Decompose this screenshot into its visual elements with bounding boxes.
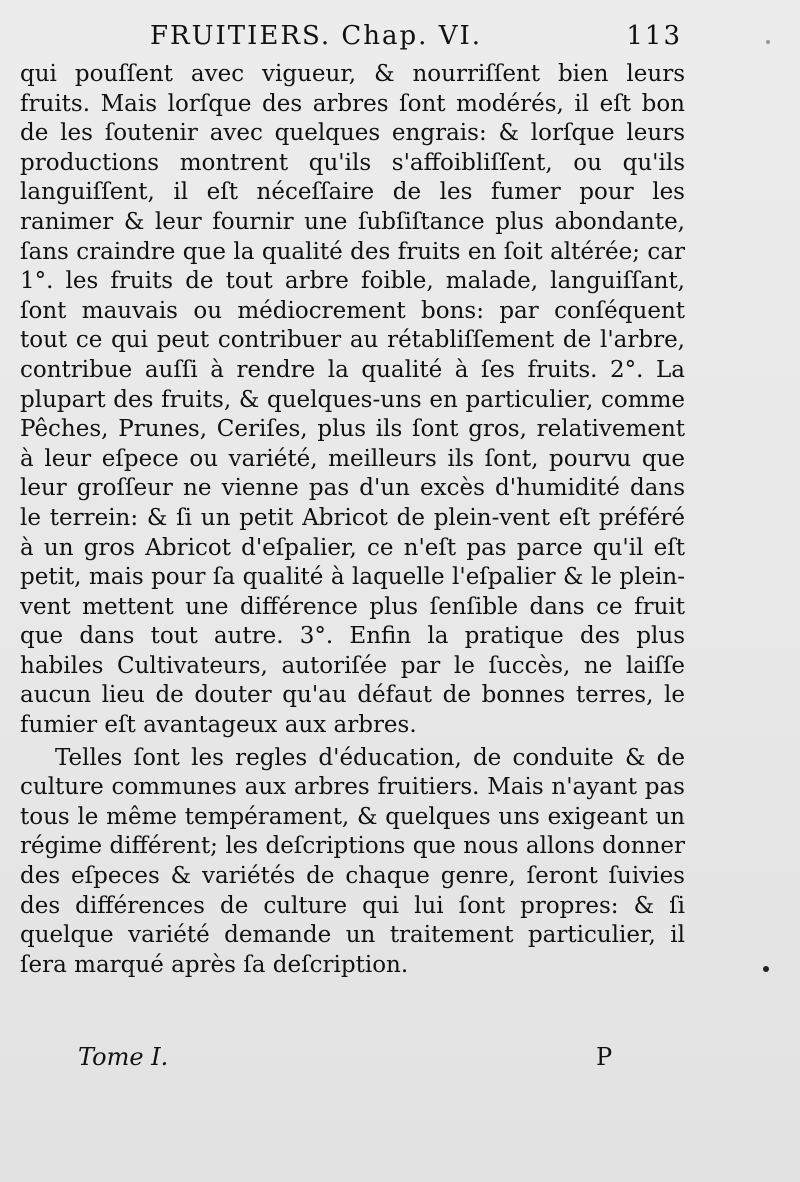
page-number: 113 [626,21,682,51]
paragraph-2: Telles ſont les regles d'éducation, de conduite & de culture communes aux arbres fruitiers. Mais n'ayant pas tous le même tempérament, & quelques uns exigeant un régime différent; les deſcriptions que nous allons donner des eſpeces & variétés de chaque genre, ſeront ſuivies des différences de culture qui lui ſont propres: & ſi quelque variété demande un traitement particulier, il ſera marqué après ſa deſcription. [20,744,685,978]
ink-speck [766,40,770,44]
running-title: FRUITIERS. Chap. VI. [150,21,483,51]
page-body [20,60,685,980]
page-footer [78,1040,618,1074]
tome-label: Tome I. [78,1043,169,1071]
page-header [150,18,690,54]
ink-speck [763,966,769,972]
paragraph-1: qui pouſſent avec vigueur, & nourriſſent bien leurs fruits. Mais lorſque des arbres ſont modérés, il eſt bon de les ſoutenir avec quelques engrais: & lorſque leurs productions montrent qu'ils s'affoibliſſent, ou qu'ils languiſſent, il eſt néceſſaire de les fumer pour les ranimer & leur fournir une ſubſiſtance plus abondante, ſans craindre que la qualité des fruits en ſoit altérée; car 1°. les fruits de tout arbre foible, malade, languiſſant, ſont mauvais ou médiocrement bons: par conſéquent tout ce qui peut contribuer au rétabliſſement de l'arbre, contribue auſſi à rendre la qualité à ſes fruits. 2°. La plupart des fruits, & quelques-uns en particulier, comme Pêches, Prunes, Ceriſes, plus ils ſont gros, relativement à leur eſpece ou variété, meilleurs ils ſont, pourvu que leur groſſeur ne vienne pas d'un excès d'humidité dans le terrein: & ſi un petit Abricot de plein-vent eſt préféré à un gros Abricot d'eſpalier, ce n'eſt pas parce qu'il eſt petit, mais pour ſa qualité à laquelle l'eſpalier & le plein-vent mettent une différence plus ſenſible dans ce fruit que dans tout autre. 3°. Enfin la pratique des plus habiles Cultivateurs, autoriſée par le ſuccès, ne laiſſe aucun lieu de douter qu'au défaut de bonnes terres, le fumier eſt avantageux aux arbres. [20,61,685,739]
signature-mark: P [596,1043,613,1071]
